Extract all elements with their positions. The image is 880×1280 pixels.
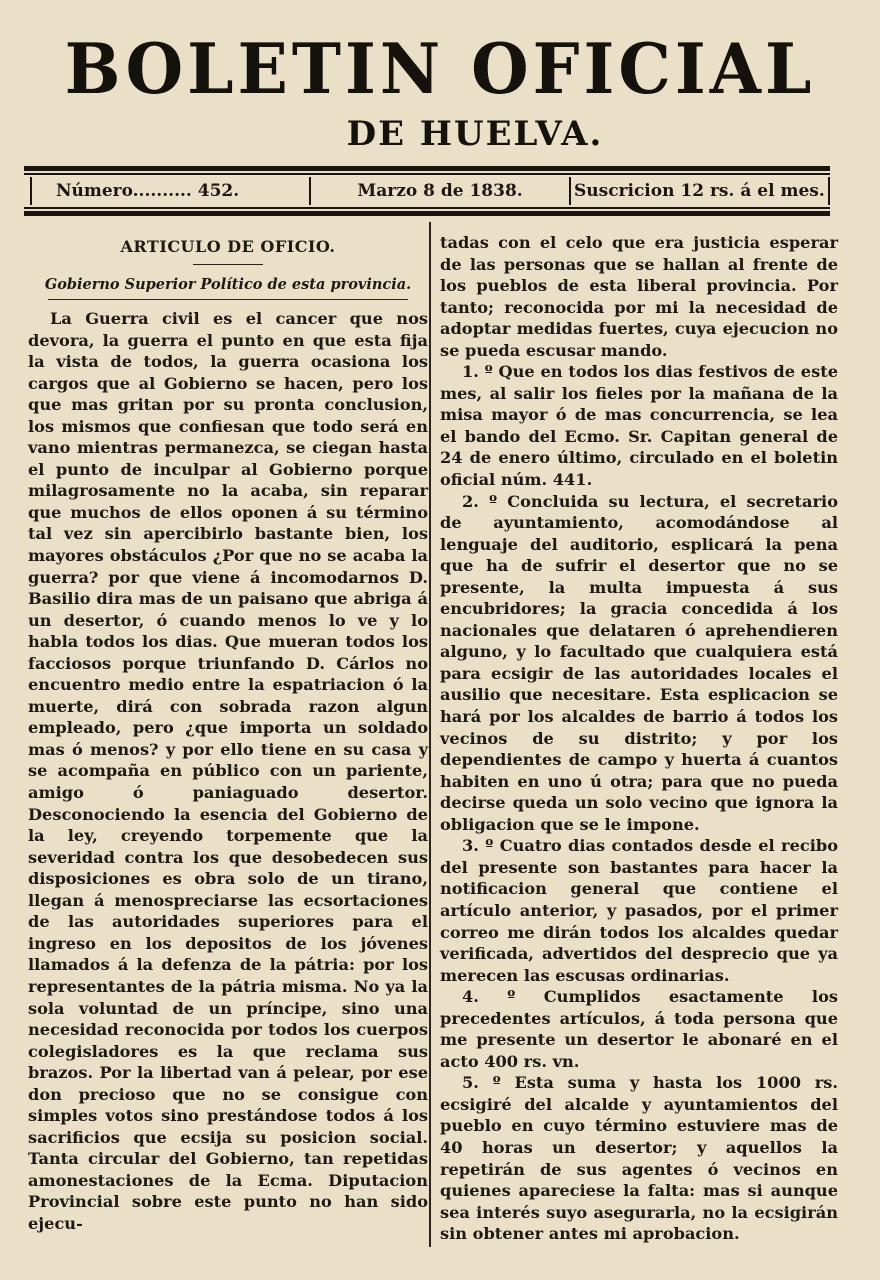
subscription-price: Suscricion 12 rs. á el mes. <box>573 181 825 201</box>
top-rule-thin <box>24 173 830 175</box>
issue-number: Número.......... 452. <box>55 181 240 201</box>
info-separator <box>828 177 830 205</box>
newspaper-subtitle: DE HUELVA. <box>346 114 604 154</box>
subheading-rule <box>48 299 408 300</box>
article-clause-1: 1. º Que en todos los dias festivos de este mes, al salir los fieles por la mañana de la misa mayor ó de mas concurrencia, se lea el bando del Ecmo. Sr. Capitan general de 24 de enero último, circulado en el boletin oficial núm. 441. <box>440 362 838 490</box>
newspaper-title: BOLETIN OFICIAL <box>64 28 816 110</box>
article-heading: ARTICULO DE OFICIO. <box>120 237 336 256</box>
article-clause-3: 3. º Cuatro dias contados desde el recibo del presente son bastantes para hacer la notificacion general que contiene el artículo anterior, y pasados, por el primer correo me dirán todos los alcaldes quedar verificada, advertidos del desprecio que ya merecen las escusas ordinarias. <box>440 836 838 985</box>
article-subheading: Gobierno Superior Político de esta provincia. <box>44 276 412 293</box>
article-paragraph-continued: tadas con el celo que era justicia esperar de las personas que se hallan al frente de los pueblos de esta liberal provincia. Por tanto; reconocida por mi la necesidad de adoptar medidas fuertes, cuya ejecucion no se pueda escusar mando. <box>440 233 838 360</box>
masthead <box>0 28 880 156</box>
heading-rule <box>193 264 263 265</box>
top-rule <box>24 166 830 171</box>
article-paragraph: La Guerra civil es el cancer que nos devora, la guerra el punto en que esta fija la vista de todos, la guerra ocasiona los cargos que al Gobierno se hacen, pero los que mas gritan por su pronta conclusion, los mismos que confiesan que todo será en vano mientras permanezca, se ciegan hasta el punto de inculpar al Gobierno porque milagrosamente no la acaba, sin reparar que muchos de ellos oponen á su término tal vez sin apercibirlo bastante bien, los mayores obstáculos ¿Por que no se acaba la guerra? por que viene á incomodarnos D. Basilio dira mas de un paisano que abriga á un desertor, ó cuando menos lo ve y lo habla todos los dias. Que mueran todos los facciosos porque triunfando D. Cárlos no encuentro medio entre la espatriacion ó la muerte, dirá con sobrada razon algun empleado, pero ¿que importa un soldado mas ó menos? y por ello tiene en su casa y se acompaña en público con un pariente, amigo ó paniaguado desertor. Desconociendo la esencia del Gobierno de la ley, creyendo torpemente que la severidad contra los que desobedecen sus disposiciones es obra solo de un tirano, llegan á menospreciarse las ecsortaciones de las autoridades superiores para el ingreso en los depositos de los jóvenes llamados á la defenza de la pátria: por los representantes de la pátria misma. No ya la sola voluntad de un príncipe, sino una necesidad reconocida por todos los cuerpos colegisladores es la que reclama sus brazos. Por la libertad van á pelear, por ese don precioso que no se consigue con simples votos sino prestándose todos á los sacrificios que ecsija su posicion social. Tanta circular del Gobierno, tan repetidas amonestaciones de la Ecma. Diputacion Provincial sobre este punto no han sido ejecu- <box>28 309 428 1233</box>
article-clause-4: 4. º Cumplidos esactamente los precedentes artículos, á toda persona que me presente un desertor le abonaré en el acto 400 rs. vn. <box>440 987 838 1071</box>
issue-info-bar <box>30 176 830 206</box>
left-column <box>28 232 428 1235</box>
bottom-rule <box>24 211 830 216</box>
article-clause-2: 2. º Concluida su lectura, el secretario de ayuntamiento, acomodándose al lenguaje del auditorio, esplicará la pena que ha de sufrir el desertor que no se presente, la multa impuesta á sus encubridores; la gracia concedida á los nacionales que delataren ó aprehendieren alguno, y lo facultado que cualquiera está para ecsigir de las autoridades locales el ausilio que necesitare. Esta esplicacion se hará por los alcaldes de barrio á todos los vecinos de su distrito; y por los dependientes de campo y huerta á cuantos habiten en uno ú otra; para que no pueda decirse queda un solo vecino que ignora la obligacion que se le impone. <box>440 491 838 834</box>
bottom-rule-thin <box>24 207 830 209</box>
issue-date: Marzo 8 de 1838. <box>357 181 523 201</box>
column-divider <box>429 222 431 1247</box>
right-column <box>440 232 838 1245</box>
article-clause-5: 5. º Esta suma y hasta los 1000 rs. ecsigiré del alcalde y ayuntamientos del pueblo en cuyo término estuviere mas de 40 horas un desertor; y aquellos la repetirán de sus agentes ó vecinos en quienes apareciese la falta: mas si aunque sea interés suyo asegurarla, no la ecsigirán sin obtener antes mi aprobacion. <box>440 1073 838 1244</box>
